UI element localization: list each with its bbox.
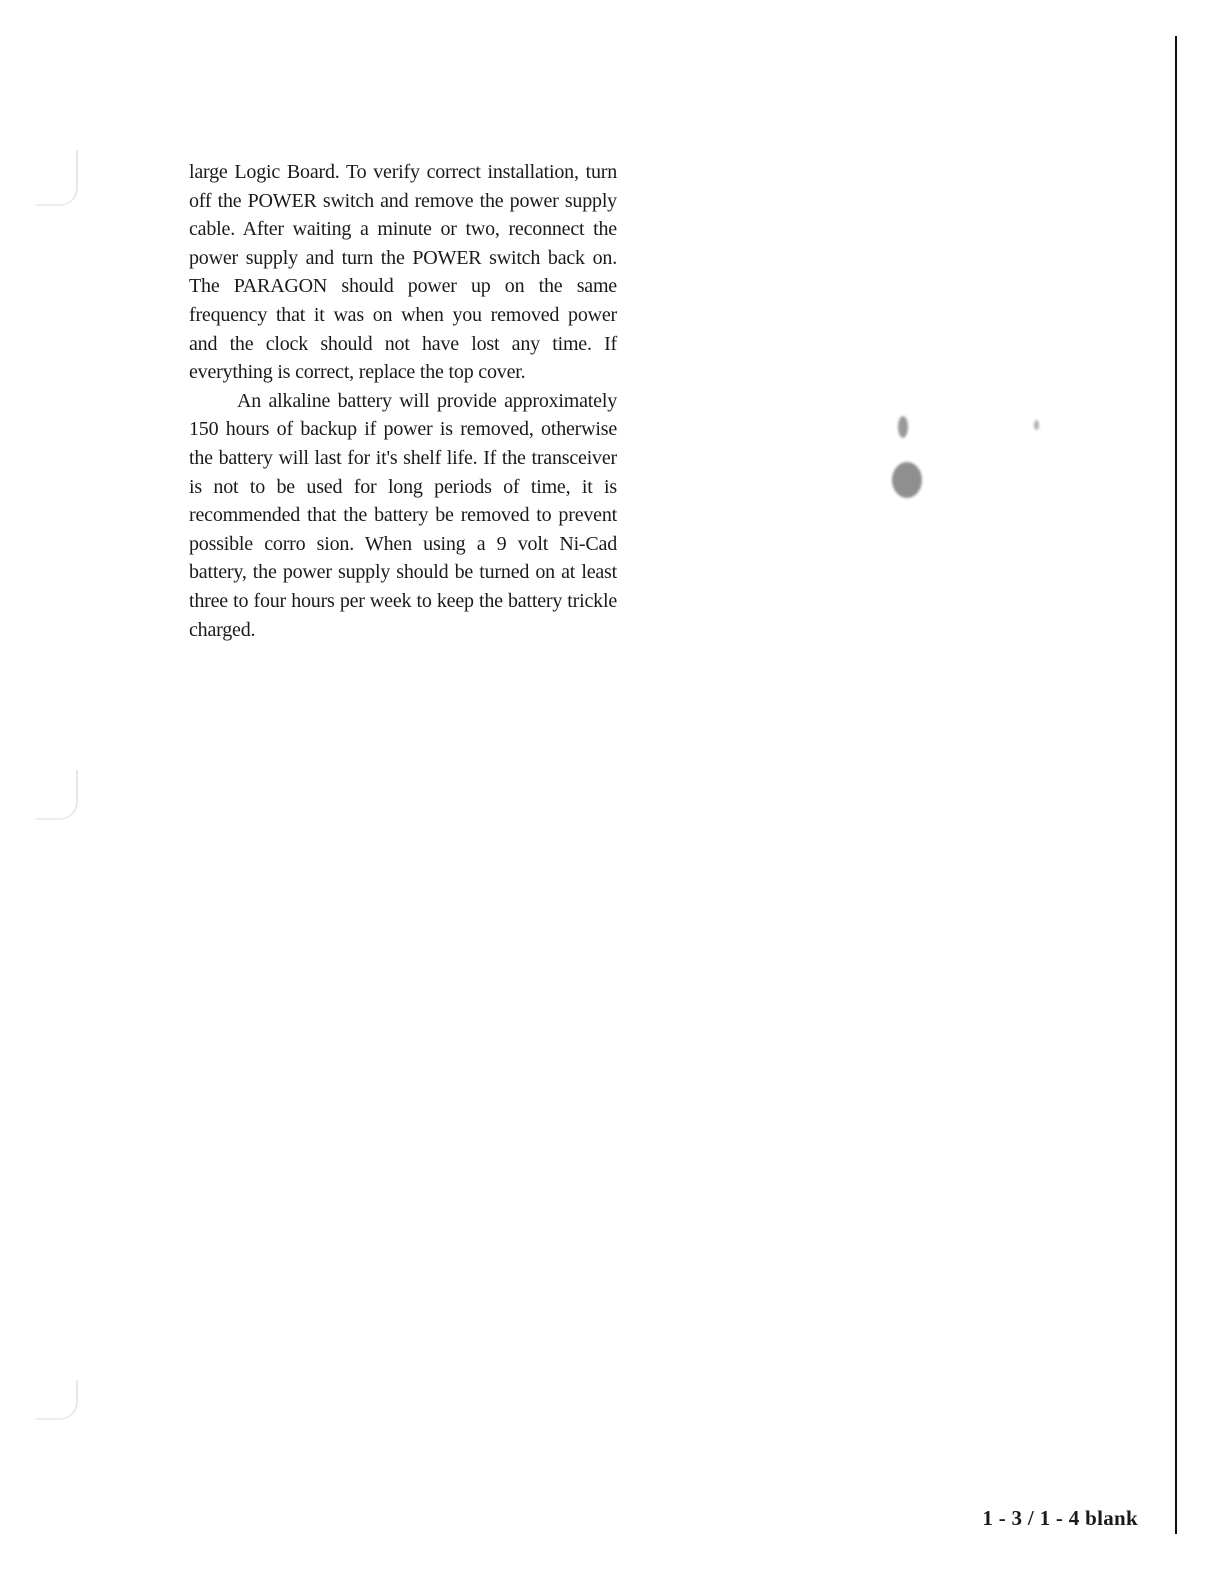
- paragraph: An alkaline battery will provide approximately 150 hours of backup if power is removed, otherwise the battery will last for it's shelf life. If the transceiver is not to be used for long periods of time, it is recommended that the battery be removed to prevent possible corro sion. When using a 9 volt Ni-Cad battery, the power supply should be turned on at least three to four hours per week to keep the battery trickle charged.: [189, 389, 617, 641]
- paragraph: large Logic Board. To verify correct installation, turn off the POWER switch and remove the power supply cable. After waiting a minute or two, reconnect the power supply and turn the POWER switch back on. The PARAGON should power up on the same frequency that it was on when you removed power and the clock should not have lost any time. If everything is correct, replace the top cover.: [189, 161, 617, 384]
- binder-hole-mark: [36, 770, 78, 820]
- binder-hole-mark: [36, 150, 78, 206]
- scan-smudge: [898, 416, 908, 438]
- binder-hole-mark: [36, 1380, 78, 1420]
- margin-rule: [1175, 36, 1177, 1534]
- page-number: 1 - 3 / 1 - 4 blank: [982, 1506, 1138, 1530]
- scan-smudge: [892, 462, 922, 498]
- scan-smudge: [1034, 420, 1039, 430]
- body-text: [189, 158, 617, 644]
